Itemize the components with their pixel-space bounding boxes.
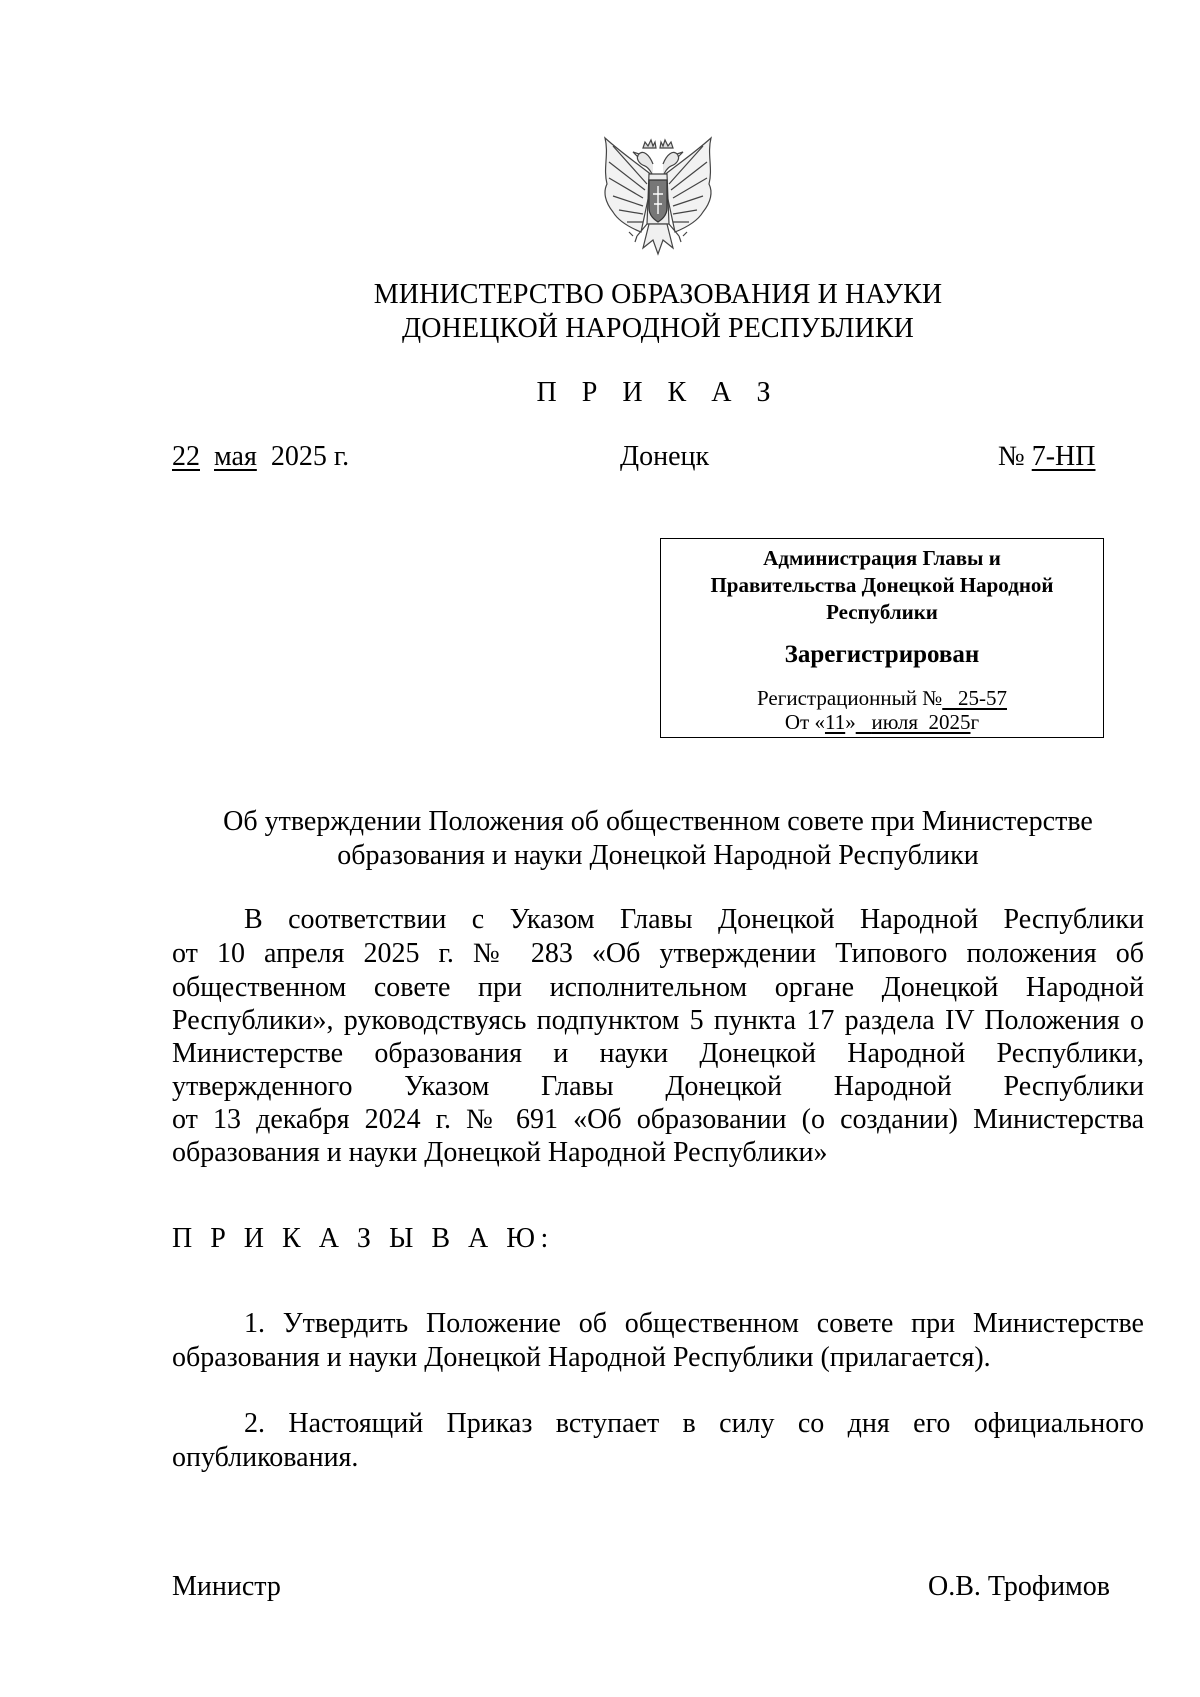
preamble-line: от 13 декабря 2024 г. № 691 «Об образовании (о создании) Министерства (172, 1104, 1144, 1135)
order-item-1-line2: образования и науки Донецкой Народной Республики (прилагается). (172, 1342, 991, 1373)
preamble-line: В соответствии с Указом Главы Донецкой Народной Республики (244, 904, 1144, 935)
signature-name: О.В. Трофимов (928, 1571, 1110, 1602)
order-number-value: 7-НП (1031, 441, 1096, 472)
registration-stamp (660, 538, 1104, 738)
ministry-name-line2: ДОНЕЦКОЙ НАРОДНОЙ РЕСПУБЛИКИ (402, 313, 914, 344)
registration-number-value: 25-57 (958, 686, 1007, 710)
preamble-line: образования и науки Донецкой Народной Республики» (172, 1137, 828, 1168)
registration-status: Зарегистрирован (784, 641, 980, 668)
preamble-line: общественном совете при исполнительном органе Донецкой Народной (172, 972, 1144, 1003)
registration-date-prefix: От « (784, 710, 825, 734)
registration-date-year: 2025 (928, 710, 971, 734)
registration-org-line1: Администрация Главы и (763, 546, 1001, 570)
registration-date-month: июля (871, 710, 918, 734)
registration-org (671, 545, 1093, 626)
registration-date-suffix: г (970, 710, 980, 734)
registration-number-label: Регистрационный № (757, 686, 943, 710)
order-item-2-line2: опубликования. (172, 1442, 359, 1473)
preamble-line: утвержденного Указом Главы Донецкой Народной Республики (172, 1071, 1144, 1102)
document-title-line1: Об утверждении Положения об общественном совете при Министерстве (223, 806, 1093, 837)
preamble-line: Министерстве образования и науки Донецкой Народной Республики, (172, 1038, 1144, 1069)
order-item-2-line1: 2. Настоящий Приказ вступает в силу со дня его официального (244, 1408, 1144, 1439)
order-number (998, 440, 1095, 474)
document-title-line2: образования и науки Донецкой Народной Республики (337, 840, 979, 871)
order-city: Донецк (620, 441, 710, 472)
registration-org-line2: Правительства Донецкой Народной (710, 573, 1054, 597)
registration-org-line3: Республики (826, 600, 938, 624)
order-date (172, 440, 349, 474)
order-verb: П Р И К А З Ы В А Ю: (172, 1223, 554, 1254)
registration-number-line (661, 686, 1103, 710)
registration-date-line (661, 710, 1103, 734)
preamble-line: от 10 апреля 2025 г. № 283 «Об утверждении Типового положения об (172, 938, 1144, 969)
order-date-year: 2025 г. (270, 441, 350, 472)
coat-of-arms-emblem-icon (583, 124, 733, 260)
order-item-1-line1: 1. Утвердить Положение об общественном совете при Министерстве (244, 1308, 1144, 1339)
registration-date-day-close: » (845, 710, 856, 734)
order-heading: П Р И К А З (536, 377, 780, 408)
preamble-line: Республики», руководствуясь подпунктом 5 пункта 17 раздела IV Положения о (172, 1005, 1144, 1036)
order-date-day: 22 (172, 441, 200, 472)
ministry-name-line1: МИНИСТЕРСТВО ОБРАЗОВАНИЯ И НАУКИ (373, 279, 943, 310)
order-number-prefix: № (998, 441, 1025, 472)
signature-position: Министр (172, 1571, 281, 1602)
order-date-month: мая (214, 441, 257, 472)
registration-date-day: 11 (824, 710, 846, 734)
